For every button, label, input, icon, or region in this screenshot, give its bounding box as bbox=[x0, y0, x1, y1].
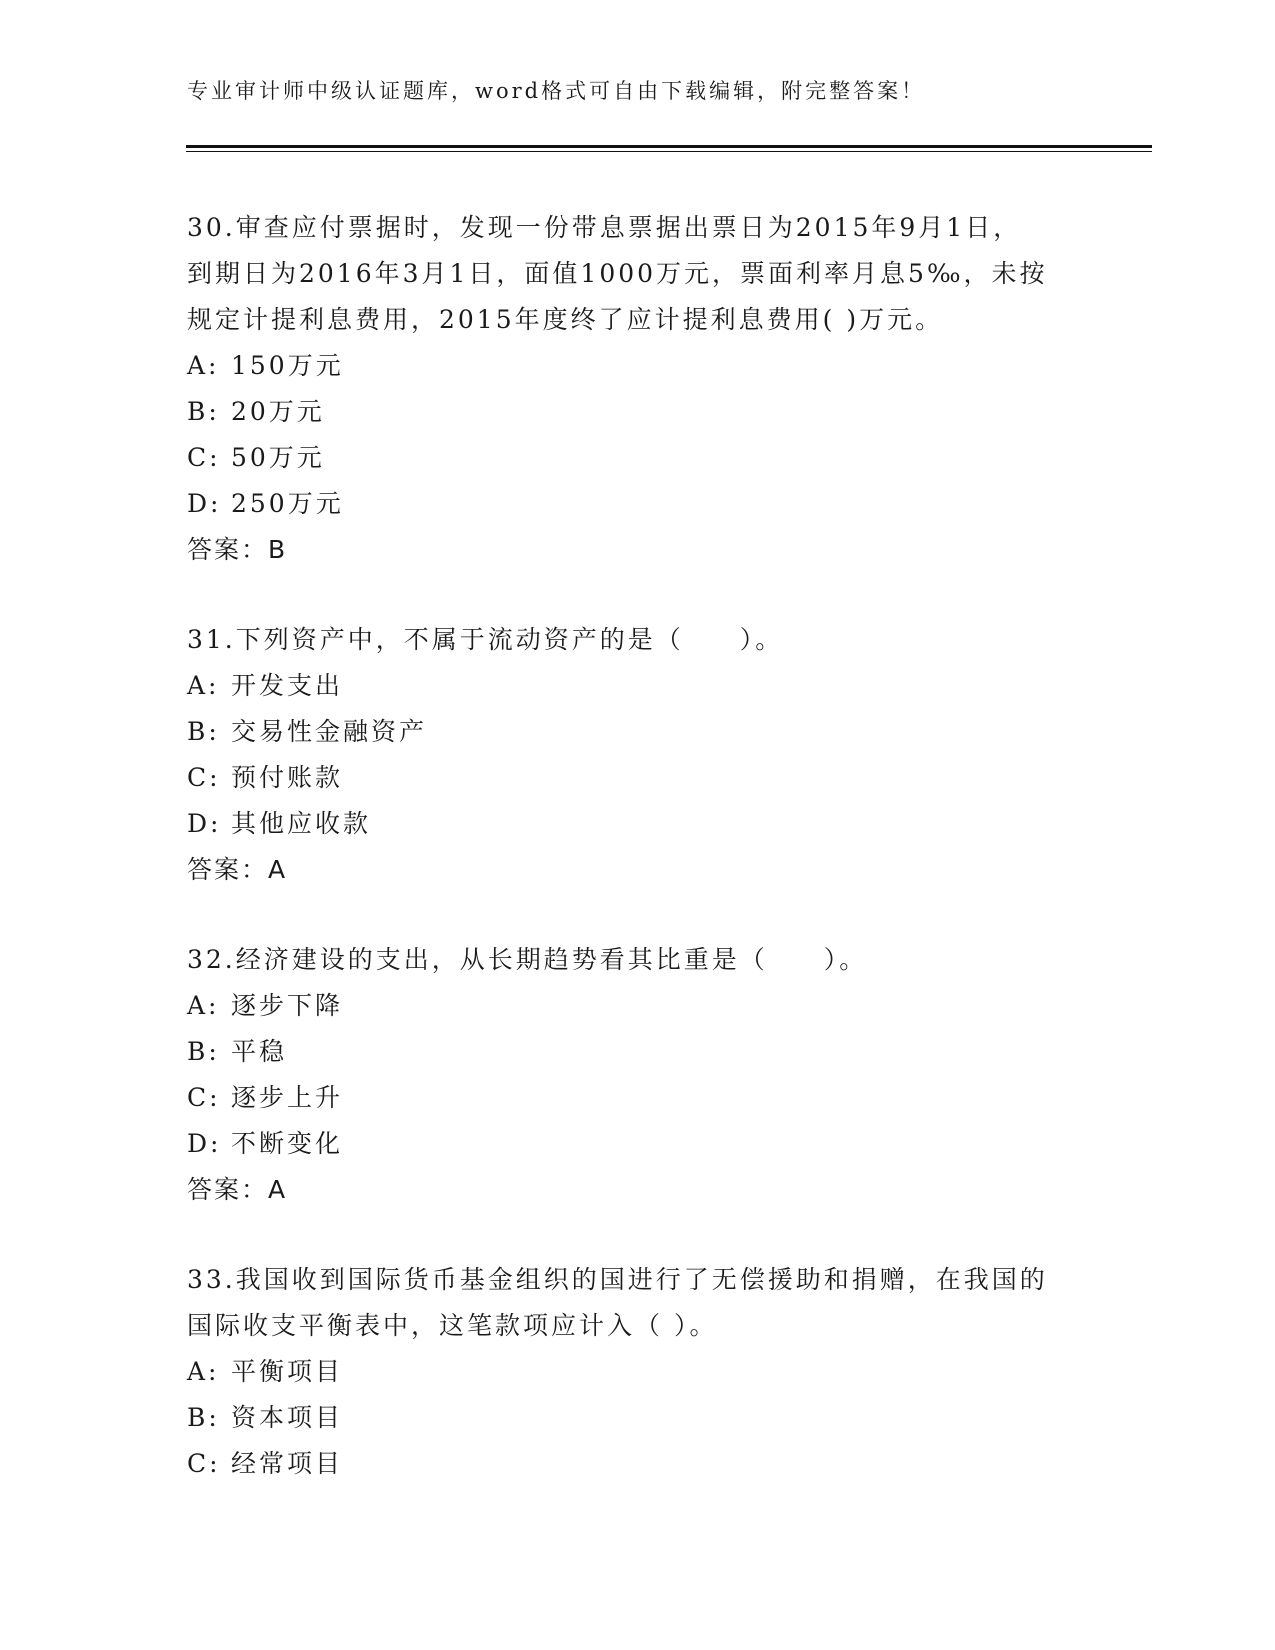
option-text: 预付账款 bbox=[231, 763, 344, 792]
option-key: D: bbox=[187, 1129, 222, 1158]
option-text: 150万元 bbox=[231, 351, 344, 380]
option-key: D: bbox=[187, 809, 222, 838]
option-b bbox=[187, 1029, 1087, 1075]
question-33 bbox=[187, 1257, 1087, 1487]
header-rule-thick bbox=[186, 145, 1152, 148]
question-text-line: 32.经济建设的支出，从长期趋势看其比重是（ ）。 bbox=[187, 945, 868, 974]
option-text: 逐步上升 bbox=[231, 1083, 344, 1112]
option-key: B: bbox=[187, 1037, 220, 1066]
option-text: 交易性金融资产 bbox=[231, 717, 428, 746]
question-text-line: 规定计提利息费用，2015年度终了应计提利息费用( )万元。 bbox=[187, 305, 944, 334]
option-text: 平稳 bbox=[231, 1037, 288, 1066]
option-key: A: bbox=[187, 1357, 220, 1386]
question-text-line: 30.审查应付票据时，发现一份带息票据出票日为2015年9月1日， bbox=[187, 213, 1022, 242]
option-text: 平衡项目 bbox=[231, 1357, 344, 1386]
option-key: C: bbox=[187, 1449, 221, 1478]
page-header: 专业审计师中级认证题库，word格式可自由下载编辑，附完整答案！ bbox=[187, 79, 926, 103]
option-c bbox=[187, 1441, 1087, 1487]
option-key: C: bbox=[187, 1083, 221, 1112]
option-key: D: bbox=[187, 489, 222, 518]
option-key: A: bbox=[187, 351, 220, 380]
option-key: B: bbox=[187, 397, 220, 426]
option-d bbox=[187, 1121, 1087, 1167]
question-text-line: 31.下列资产中，不属于流动资产的是（ ）。 bbox=[187, 625, 784, 654]
option-text: 其他应收款 bbox=[231, 809, 372, 838]
question-30 bbox=[187, 205, 1087, 573]
option-text: 逐步下降 bbox=[231, 991, 344, 1020]
question-text-line: 国际收支平衡表中，这笔款项应计入（ ）。 bbox=[187, 1311, 718, 1340]
answer-label: 答案：A bbox=[187, 855, 288, 884]
answer-label: 答案：A bbox=[187, 1175, 288, 1204]
option-key: B: bbox=[187, 1403, 220, 1432]
option-c bbox=[187, 1075, 1087, 1121]
option-text: 经常项目 bbox=[231, 1449, 344, 1478]
option-d bbox=[187, 481, 1087, 527]
option-key: A: bbox=[187, 671, 220, 700]
answer-label: 答案：B bbox=[187, 535, 288, 564]
question-32 bbox=[187, 937, 1087, 1213]
option-text: 不断变化 bbox=[231, 1129, 344, 1158]
option-key: A: bbox=[187, 991, 220, 1020]
option-text: 资本项目 bbox=[231, 1403, 344, 1432]
option-text: 50万元 bbox=[231, 443, 325, 472]
option-key: C: bbox=[187, 763, 221, 792]
question-31 bbox=[187, 617, 1087, 893]
option-c bbox=[187, 435, 1087, 481]
question-text-line: 到期日为2016年3月1日，面值1000万元，票面利率月息5‰，未按 bbox=[187, 259, 1048, 288]
option-key: B: bbox=[187, 717, 220, 746]
option-b bbox=[187, 709, 1087, 755]
question-list bbox=[187, 205, 1087, 1531]
option-text: 250万元 bbox=[231, 489, 344, 518]
option-b bbox=[187, 389, 1087, 435]
option-d bbox=[187, 801, 1087, 847]
option-a bbox=[187, 1349, 1087, 1395]
option-c bbox=[187, 755, 1087, 801]
option-key: C: bbox=[187, 443, 221, 472]
option-a bbox=[187, 343, 1087, 389]
option-text: 20万元 bbox=[231, 397, 325, 426]
question-text-line: 33.我国收到国际货币基金组织的国进行了无偿援助和捐赠，在我国的 bbox=[187, 1265, 1048, 1294]
header-rule-thin bbox=[186, 151, 1152, 152]
option-a bbox=[187, 983, 1087, 1029]
option-text: 开发支出 bbox=[231, 671, 344, 700]
option-b bbox=[187, 1395, 1087, 1441]
option-a bbox=[187, 663, 1087, 709]
